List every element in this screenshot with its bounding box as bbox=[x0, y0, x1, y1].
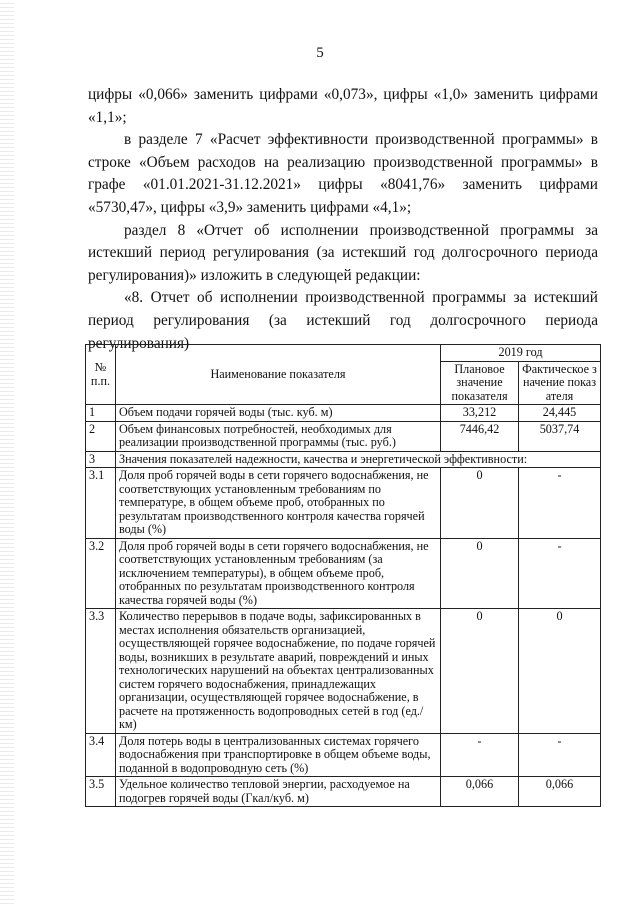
row-planned: 0,066 bbox=[441, 777, 519, 807]
row-planned: 0 bbox=[441, 538, 519, 609]
row-name: Объем финансовых потребностей, необходимых для реализации производственной программы (тыс. руб.) bbox=[116, 421, 441, 451]
header-number: № п.п. bbox=[86, 345, 116, 405]
row-planned: 33,212 bbox=[441, 405, 519, 422]
row-actual: 24,445 bbox=[519, 405, 601, 422]
row-name: Доля проб горячей воды в сети горячего водоснабжения, не соответствующих установленным требованиям по температуре, в общем объеме проб, отобранных по результатам производственного контроля качества горячей воды (%) bbox=[116, 468, 441, 539]
row-number: 3.3 bbox=[86, 609, 116, 734]
report-table bbox=[85, 344, 601, 807]
scan-edge-artifact bbox=[0, 0, 14, 905]
row-name: Доля проб горячей воды в сети горячего водоснабжения, не соответствующих установленным требованиям (за исключением температуры), в общем объеме проб, отобранных по результатам производственного контроля качества горячей воды (%) bbox=[116, 538, 441, 609]
header-actual: Фактическое значение показателя bbox=[519, 361, 601, 405]
table-section-row bbox=[86, 451, 601, 468]
row-name: Доля потерь воды в централизованных системах горячего водоснабжения при транспортировке в общем объеме воды, поданной в водопроводную сеть (%) bbox=[116, 733, 441, 777]
paragraph-1: цифры «0,066» заменить цифрами «0,073», цифры «1,0» заменить цифрами «1,1»; bbox=[88, 86, 598, 126]
row-actual: 5037,74 bbox=[519, 421, 601, 451]
row-name: Удельное количество тепловой энергии, расходуемое на подогрев горячей воды (Гкал/куб. м) bbox=[116, 777, 441, 807]
row-actual: - bbox=[519, 468, 601, 539]
row-name: Объем подачи горячей воды (тыс. куб. м) bbox=[116, 405, 441, 422]
table-row bbox=[86, 733, 601, 777]
row-planned: 0 bbox=[441, 468, 519, 539]
header-planned: Плановое значение показателя bbox=[441, 361, 519, 405]
row-planned: - bbox=[441, 733, 519, 777]
paragraph-2: в разделе 7 «Расчет эффективности производственной программы» в строке «Объем расходов на реализацию производственной программы» в графе «01.01.2021-31.12.2021» цифры «8041,76» заменить цифрами «5730,47», цифры «3,9» заменить цифрами «4,1»; bbox=[88, 131, 598, 216]
body-text bbox=[88, 84, 598, 355]
page-number: 5 bbox=[316, 45, 324, 61]
table-row bbox=[86, 609, 601, 734]
row-planned: 0 bbox=[441, 609, 519, 734]
table-row bbox=[86, 777, 601, 807]
row-name: Количество перерывов в подаче воды, зафиксированных в местах исполнения обязательств организацией, осуществляющей горячее водоснабжение, по подаче горячей воды, возникших в результате аварий, повреждений и иных технологических нарушений на объектах централизованных систем горячего водоснабжения, принадлежащих организации, осуществляющей горячее водоснабжение, в расчете на протяженность водопроводных сетей в год (ед./км) bbox=[116, 609, 441, 734]
row-number: 3.2 bbox=[86, 538, 116, 609]
row-actual: 0 bbox=[519, 609, 601, 734]
table-row bbox=[86, 538, 601, 609]
table-row bbox=[86, 421, 601, 451]
header-name: Наименование показателя bbox=[116, 345, 441, 405]
row-actual: - bbox=[519, 538, 601, 609]
table-row bbox=[86, 468, 601, 539]
table-row bbox=[86, 405, 601, 422]
paragraph-4: «8. Отчет об исполнении производственной программы за истекший период регулирования (за истекший год долгосрочного периода регулирования) bbox=[88, 289, 598, 352]
row-number: 3.5 bbox=[86, 777, 116, 807]
header-year: 2019 год bbox=[441, 345, 601, 362]
row-number: 3.1 bbox=[86, 468, 116, 539]
paragraph-3: раздел 8 «Отчет об исполнении производственной программы за истекший период регулирования (за истекший год долгосрочного периода регулирования)» изложить в следующей редакции: bbox=[88, 221, 598, 284]
row-number: 1 bbox=[86, 405, 116, 422]
row-actual: 0,066 bbox=[519, 777, 601, 807]
table-header-row-1 bbox=[86, 345, 601, 362]
row-actual: - bbox=[519, 733, 601, 777]
row-number: 3 bbox=[86, 451, 116, 468]
row-number: 3.4 bbox=[86, 733, 116, 777]
section-title: Значения показателей надежности, качества и энергетической эффективности: bbox=[116, 451, 601, 468]
row-number: 2 bbox=[86, 421, 116, 451]
row-planned: 7446,42 bbox=[441, 421, 519, 451]
